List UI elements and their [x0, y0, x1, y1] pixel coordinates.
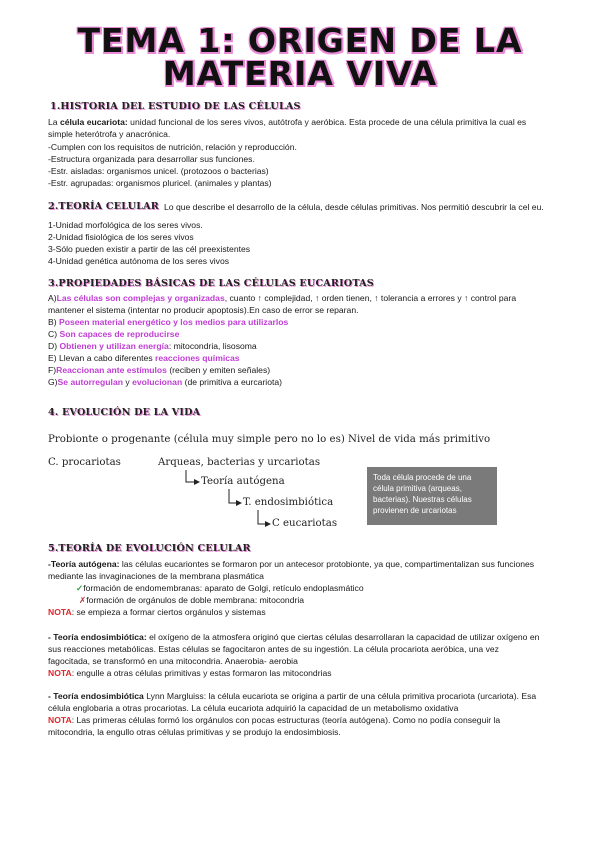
s4-teoria-endosimbiotica: T. endosimbiótica: [243, 497, 334, 508]
s2-item: 4-Unidad genética autónoma de los seres vivos: [48, 256, 230, 266]
section-5-heading: 5.TEORÍA DE EVOLUCIÓN CELULAR: [48, 543, 251, 554]
s3-g-highlight-1: Se autorregulan: [57, 377, 123, 387]
s3-f-highlight: Reaccionan ante estímulos: [56, 365, 167, 375]
s4-probionte-line: Probionte o progenante (célula muy simple pero no lo es) Nivel de vida más primitivo: [48, 434, 491, 445]
s4-teoria-autogena: Teoría autógena: [201, 476, 285, 487]
s3-e-highlight: reacciones químicas: [155, 353, 240, 363]
s5-p1: [48, 559, 534, 570]
section-3-heading: 3.PROPIEDADES BÁSICAS DE LAS CÉLULAS EUCARIOTAS: [48, 278, 374, 289]
s3-e-pre: E) Llevan a cabo diferentes: [48, 353, 156, 363]
s5-nota-3-line2: mitocondria, la engullo otras células primitivas y se produjo la endosimbiosis.: [48, 727, 341, 737]
s4-c-eucariotas: C eucariotas: [272, 518, 338, 529]
s5-cross-item: [79, 595, 304, 606]
s3-f-rest: (reciben y emiten señales): [166, 365, 271, 375]
nota-label: NOTA: [48, 607, 72, 617]
s3-a-pre: A): [48, 293, 57, 303]
s1-intro-line2: simple heterótrofa y anacrónica.: [48, 129, 171, 139]
s5-p3-line2: célula englobaria a otras procariotas. La célula eucariota adquirió la capacidad de un metabolismo oxidativa: [48, 703, 459, 713]
s3-item-a-line2: mantener el sistema (intentar no producir apoptosis).En caso de error se reparan.: [48, 305, 359, 315]
s5-p1-bold: -Teoría autógena:: [48, 559, 120, 569]
s3-b-highlight: Poseen material energético y los medios para utilizarlos: [58, 317, 289, 327]
arrow-to-eucariotas: [258, 510, 270, 524]
s1-item: -Estructura organizada para desarrollar sus funciones.: [48, 154, 255, 164]
s2-item: 3-Sólo pueden existir a partir de las cél preexistentes: [48, 244, 251, 254]
s3-a-highlight: Las células son complejas y organizadas: [56, 293, 225, 303]
s5-p2: [48, 632, 539, 643]
s3-d-pre: D): [48, 341, 60, 351]
section-1-heading: 1.HISTORIA DEL ESTUDIO DE LAS CÉLULAS: [50, 101, 301, 112]
s3-d-rest: : mitocondria, lisosoma: [168, 341, 257, 351]
s3-g-highlight-2: evolucionan: [132, 377, 183, 387]
s1-intro-pre: La: [48, 117, 60, 127]
section-4-heading: 4. EVOLUCIÓN DE LA VIDA: [48, 407, 201, 418]
s1-intro-bold: célula eucariota:: [59, 117, 128, 127]
s4-arqueas: Arqueas, bacterias y urcariotas: [158, 457, 321, 468]
s5-p3-bold: - Teoría endosimbiótica: [48, 691, 144, 701]
s5-p3-rest: Lynn Margluiss: la célula eucariota se origina a partir de una célula primitiva procariota (urcariota). Esa: [143, 691, 537, 701]
s3-b-pre: B): [48, 317, 59, 327]
cross-icon: ✗: [79, 595, 87, 605]
s1-item: -Estr. agrupadas: organismos pluricel. (animales y plantas): [48, 178, 272, 188]
s5-p2-rest: el oxígeno de la atmosfera originó que ciertas células desarrollaran la capacidad de utilizar oxígeno en: [146, 632, 540, 642]
s1-item: -Estr. aisladas: organismos unicel. (protozoos o bacterias): [48, 166, 269, 176]
s4-procariotas: C. procariotas: [48, 457, 121, 468]
s2-description: Lo que describe el desarrollo de la célula, desde células primitivas. Nos permitió descubrir la cel eu.: [164, 202, 544, 212]
s3-d-highlight: Obtienen y utilizan energía: [59, 341, 169, 351]
s3-c-pre: C): [48, 329, 60, 339]
s3-g-pre: G): [48, 377, 58, 387]
s4-callout-box: Toda célula procede de una célula primitiva (arqueas, bacterias). Nuestras células provienen de urcariotas: [367, 467, 497, 525]
s5-nota-2: [48, 668, 332, 679]
s5-nota-1: [48, 607, 266, 618]
s5-p3: [48, 691, 536, 702]
s1-item: -Cumplen con los requisitos de nutrición, relación y reproducción.: [48, 142, 297, 152]
section-2-heading: 2.TEORÍA CELULAR: [48, 201, 159, 212]
s3-a-rest: , cuanto ↑ complejidad, ↑ orden tienen, ↑ tolerancia a errores y ↑ control para: [224, 293, 517, 303]
s3-c-highlight: Son capaces de reproducirse: [59, 329, 180, 339]
nota-label: NOTA: [48, 668, 72, 678]
s5-check-text: formación de endomembranas: aparato de Golgi, retículo endoplasmático: [83, 583, 364, 593]
s5-nota-2-text: : engulle a otras células primitivas y estas formaron las mitocondrias: [71, 668, 332, 678]
arrow-to-endosimbiotica: [229, 489, 241, 503]
s3-g-rest: (de primitiva a eurcariota): [182, 377, 283, 387]
s5-check-item: [76, 583, 364, 594]
nota-label: NOTA: [48, 715, 72, 725]
page-title-line-1: TEMA 1: ORIGEN DE LA: [77, 21, 523, 60]
s5-p2-bold: - Teoría endosimbiótica:: [48, 632, 147, 642]
s3-f-pre: F): [48, 365, 57, 375]
s5-p1-line2: mediante las invaginaciones de la membrana plasmática: [48, 571, 264, 581]
s5-cross-text: formación de orgánulos de doble membrana: mitocondria: [86, 595, 305, 605]
check-icon: ✓: [76, 583, 84, 593]
s5-nota-1-text: : se empieza a formar ciertos orgánulos y sistemas: [71, 607, 266, 617]
s5-p2-line3: fagocitada, se transformó en una mitocondria. Anaerobia- aerobia: [48, 656, 298, 666]
s5-nota-3: [48, 715, 500, 726]
s5-nota-3-text: : Las primeras células formó los orgánulos con pocas estructuras (teoría autógena). Como no podía conseguir la: [71, 715, 501, 725]
s5-p2-line2: sus reacciones metabólicas. Estas células se fagocitaron antes de su ingestión. La célula procariota aeróbica, una vez: [48, 644, 499, 654]
s2-item: 1-Unidad morfológica de los seres vivos.: [48, 220, 203, 230]
s2-item: 2-Unidad fisiológica de los seres vivos: [48, 232, 194, 242]
s5-p1-rest: las células eucariontes se formaron por un antecesor protobionte, ya que, compartimentalizan sus funciones: [119, 559, 535, 569]
page-title-line-2: MATERIA VIVA: [162, 54, 438, 93]
s1-intro-rest: unidad funcional de los seres vivos, autótrofa y aeróbica. Esta procede de una célula primitiva la cual es: [127, 117, 527, 127]
arrow-to-autogena: [186, 470, 199, 482]
s3-g-mid: y: [122, 377, 133, 387]
